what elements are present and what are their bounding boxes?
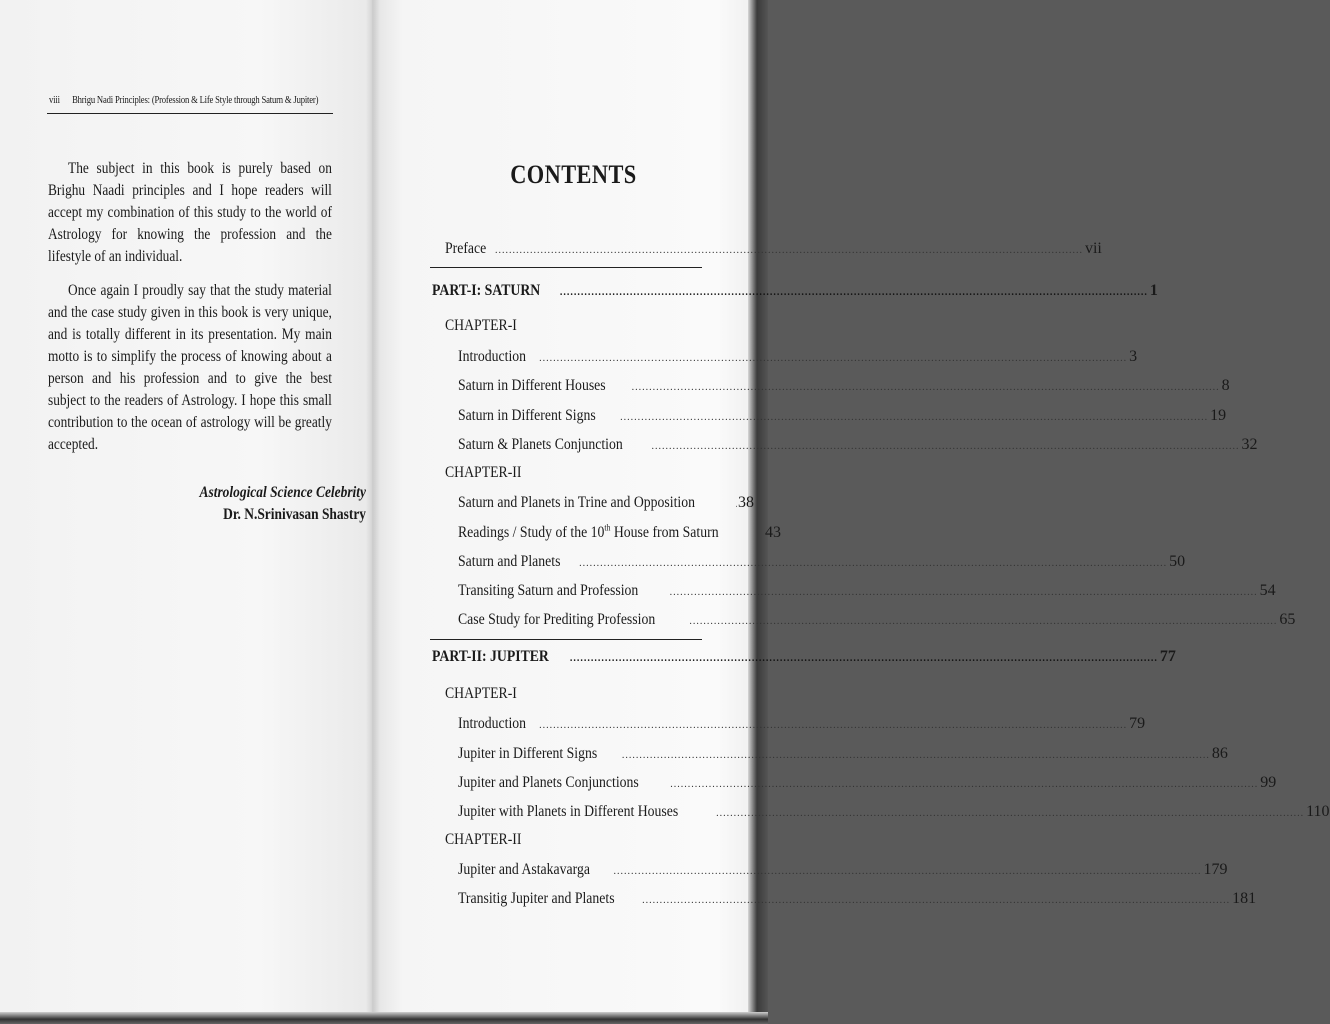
leader-dots [689, 611, 1277, 633]
toc-part-1[interactable] [432, 280, 1158, 302]
label-part: House from Saturn [610, 524, 719, 541]
leader-dots [670, 774, 1258, 796]
toc-page-number: 77 [1159, 648, 1176, 665]
running-head [49, 95, 319, 106]
separator-rule [430, 639, 702, 640]
toc-entry-label: Saturn and Planets [458, 553, 561, 570]
toc-page-number: 3 [1129, 348, 1138, 365]
toc-entry-label: Introduction [458, 715, 527, 732]
toc-entry-label: Saturn in Different Houses [458, 377, 606, 394]
leader-dots [579, 553, 1167, 575]
toc-entry[interactable] [458, 713, 1146, 735]
toc-entry-label: Saturn & Planets Conjunction [458, 436, 623, 453]
toc-entry[interactable] [458, 859, 1228, 881]
toc-page-number: 38 [738, 494, 754, 511]
toc-entry-label: Saturn and Planets in Trine and Opposition [458, 494, 695, 511]
toc-entry-label: Introduction [458, 348, 527, 365]
leader-dots [716, 803, 1304, 825]
leader-dots [670, 582, 1258, 604]
leader-dots [632, 377, 1220, 399]
toc-entry[interactable] [458, 609, 1296, 631]
toc-entry-label [458, 522, 719, 544]
toc-entry-label: Case Study for Prediting Profession [458, 611, 656, 628]
toc-page-number: 110 [1306, 803, 1330, 820]
toc-part-label: PART-II: JUPITER [432, 648, 549, 665]
toc-page-number: 86 [1211, 745, 1228, 762]
page-edge-bottom [0, 1012, 768, 1024]
toc-entry[interactable] [458, 375, 1230, 397]
contents-title: CONTENTS [510, 160, 637, 189]
toc-page-number: 65 [1279, 611, 1296, 628]
toc-entry-label: Jupiter and Astakavarga [458, 861, 590, 878]
toc-part-label: PART-I: SATURN [432, 282, 541, 299]
toc-entry[interactable] [458, 743, 1228, 765]
toc-entry[interactable] [458, 522, 781, 544]
toc-page-number: 43 [765, 524, 781, 541]
toc-page-number: vii [1084, 240, 1102, 257]
paragraph-1: The subject in this book is purely based on Brighu Naadi principles and I hope readers will accept my combination of this study to the world of Astrology for knowing the profession and the lifestyle of an individual. [48, 160, 332, 265]
toc-page-number: 99 [1260, 774, 1277, 791]
running-head-title: Bhrigu Nadi Principles: (Profession & Life Style through Saturn & Jupiter) [72, 95, 319, 106]
toc-chapter-heading: CHAPTER-II [445, 831, 522, 848]
toc-entry-label: Transitig Jupiter and Planets [458, 890, 615, 907]
running-head-rule [47, 113, 333, 114]
toc-entry-label: Preface [445, 240, 487, 257]
toc-entry-label: Jupiter with Planets in Different Houses [458, 803, 679, 820]
page-number: viii [49, 95, 60, 106]
separator-rule [430, 267, 702, 268]
toc-page-number: 8 [1221, 377, 1230, 394]
leader-dots [539, 715, 1127, 737]
toc-entry[interactable] [458, 492, 754, 514]
toc-entry[interactable] [458, 551, 1186, 573]
toc-entry[interactable] [458, 772, 1277, 794]
toc-page-number: 54 [1259, 582, 1276, 599]
author-name: Dr. N.Srinivasan Shastry [223, 506, 366, 523]
leader-dots [560, 282, 1148, 304]
leader-dots [570, 648, 1158, 670]
toc-page-number: 79 [1129, 715, 1146, 732]
book-gutter [366, 0, 380, 1014]
toc-page-number: 19 [1210, 407, 1227, 424]
preface-body [48, 158, 332, 468]
toc-entry[interactable] [458, 405, 1227, 427]
toc-entry-label: Jupiter and Planets Conjunctions [458, 774, 639, 791]
toc-entry[interactable] [458, 801, 1330, 823]
leader-dots [622, 745, 1210, 767]
toc-chapter-heading: CHAPTER-I [445, 317, 517, 334]
author-title: Astrological Science Celebrity [199, 484, 366, 501]
leader-dots [652, 436, 1240, 458]
leader-dots [495, 240, 1083, 262]
toc-page-number: 181 [1232, 890, 1257, 907]
toc-entry[interactable] [458, 346, 1138, 368]
leader-dots [620, 407, 1208, 429]
toc-entry-label: Saturn in Different Signs [458, 407, 596, 424]
toc-page-number: 32 [1241, 436, 1258, 453]
label-part: Readings / Study of the 10 [458, 524, 605, 541]
leader-dots [539, 348, 1127, 370]
toc-entry[interactable] [458, 888, 1257, 910]
toc-entry-label: Transiting Saturn and Profession [458, 582, 639, 599]
toc-entry[interactable] [458, 434, 1258, 456]
toc-entry-preface[interactable] [445, 238, 1102, 260]
toc-chapter-heading: CHAPTER-I [445, 685, 517, 702]
leader-dots [642, 890, 1230, 912]
toc-page-number: 179 [1203, 861, 1228, 878]
toc-page-number: 50 [1169, 553, 1186, 570]
paragraph-2: Once again I proudly say that the study material and the case study given in this book is very unique, and is totally different in its presentation. My main motto is to simplify the process of knowing about a person and his profession and to give the best subject to the readers of Astrology. I hope this small contribution to the ocean of astrology will be greatly accepted. [48, 282, 332, 453]
author-signature-block [185, 482, 366, 526]
ordinal-suffix: th [604, 522, 611, 533]
toc-part-2[interactable] [432, 646, 1176, 668]
toc-chapter-heading: CHAPTER-II [445, 464, 522, 481]
toc-page-number: 1 [1149, 282, 1158, 299]
toc-entry[interactable] [458, 580, 1276, 602]
toc-entry-label: Jupiter in Different Signs [458, 745, 598, 762]
leader-dots [613, 861, 1201, 883]
